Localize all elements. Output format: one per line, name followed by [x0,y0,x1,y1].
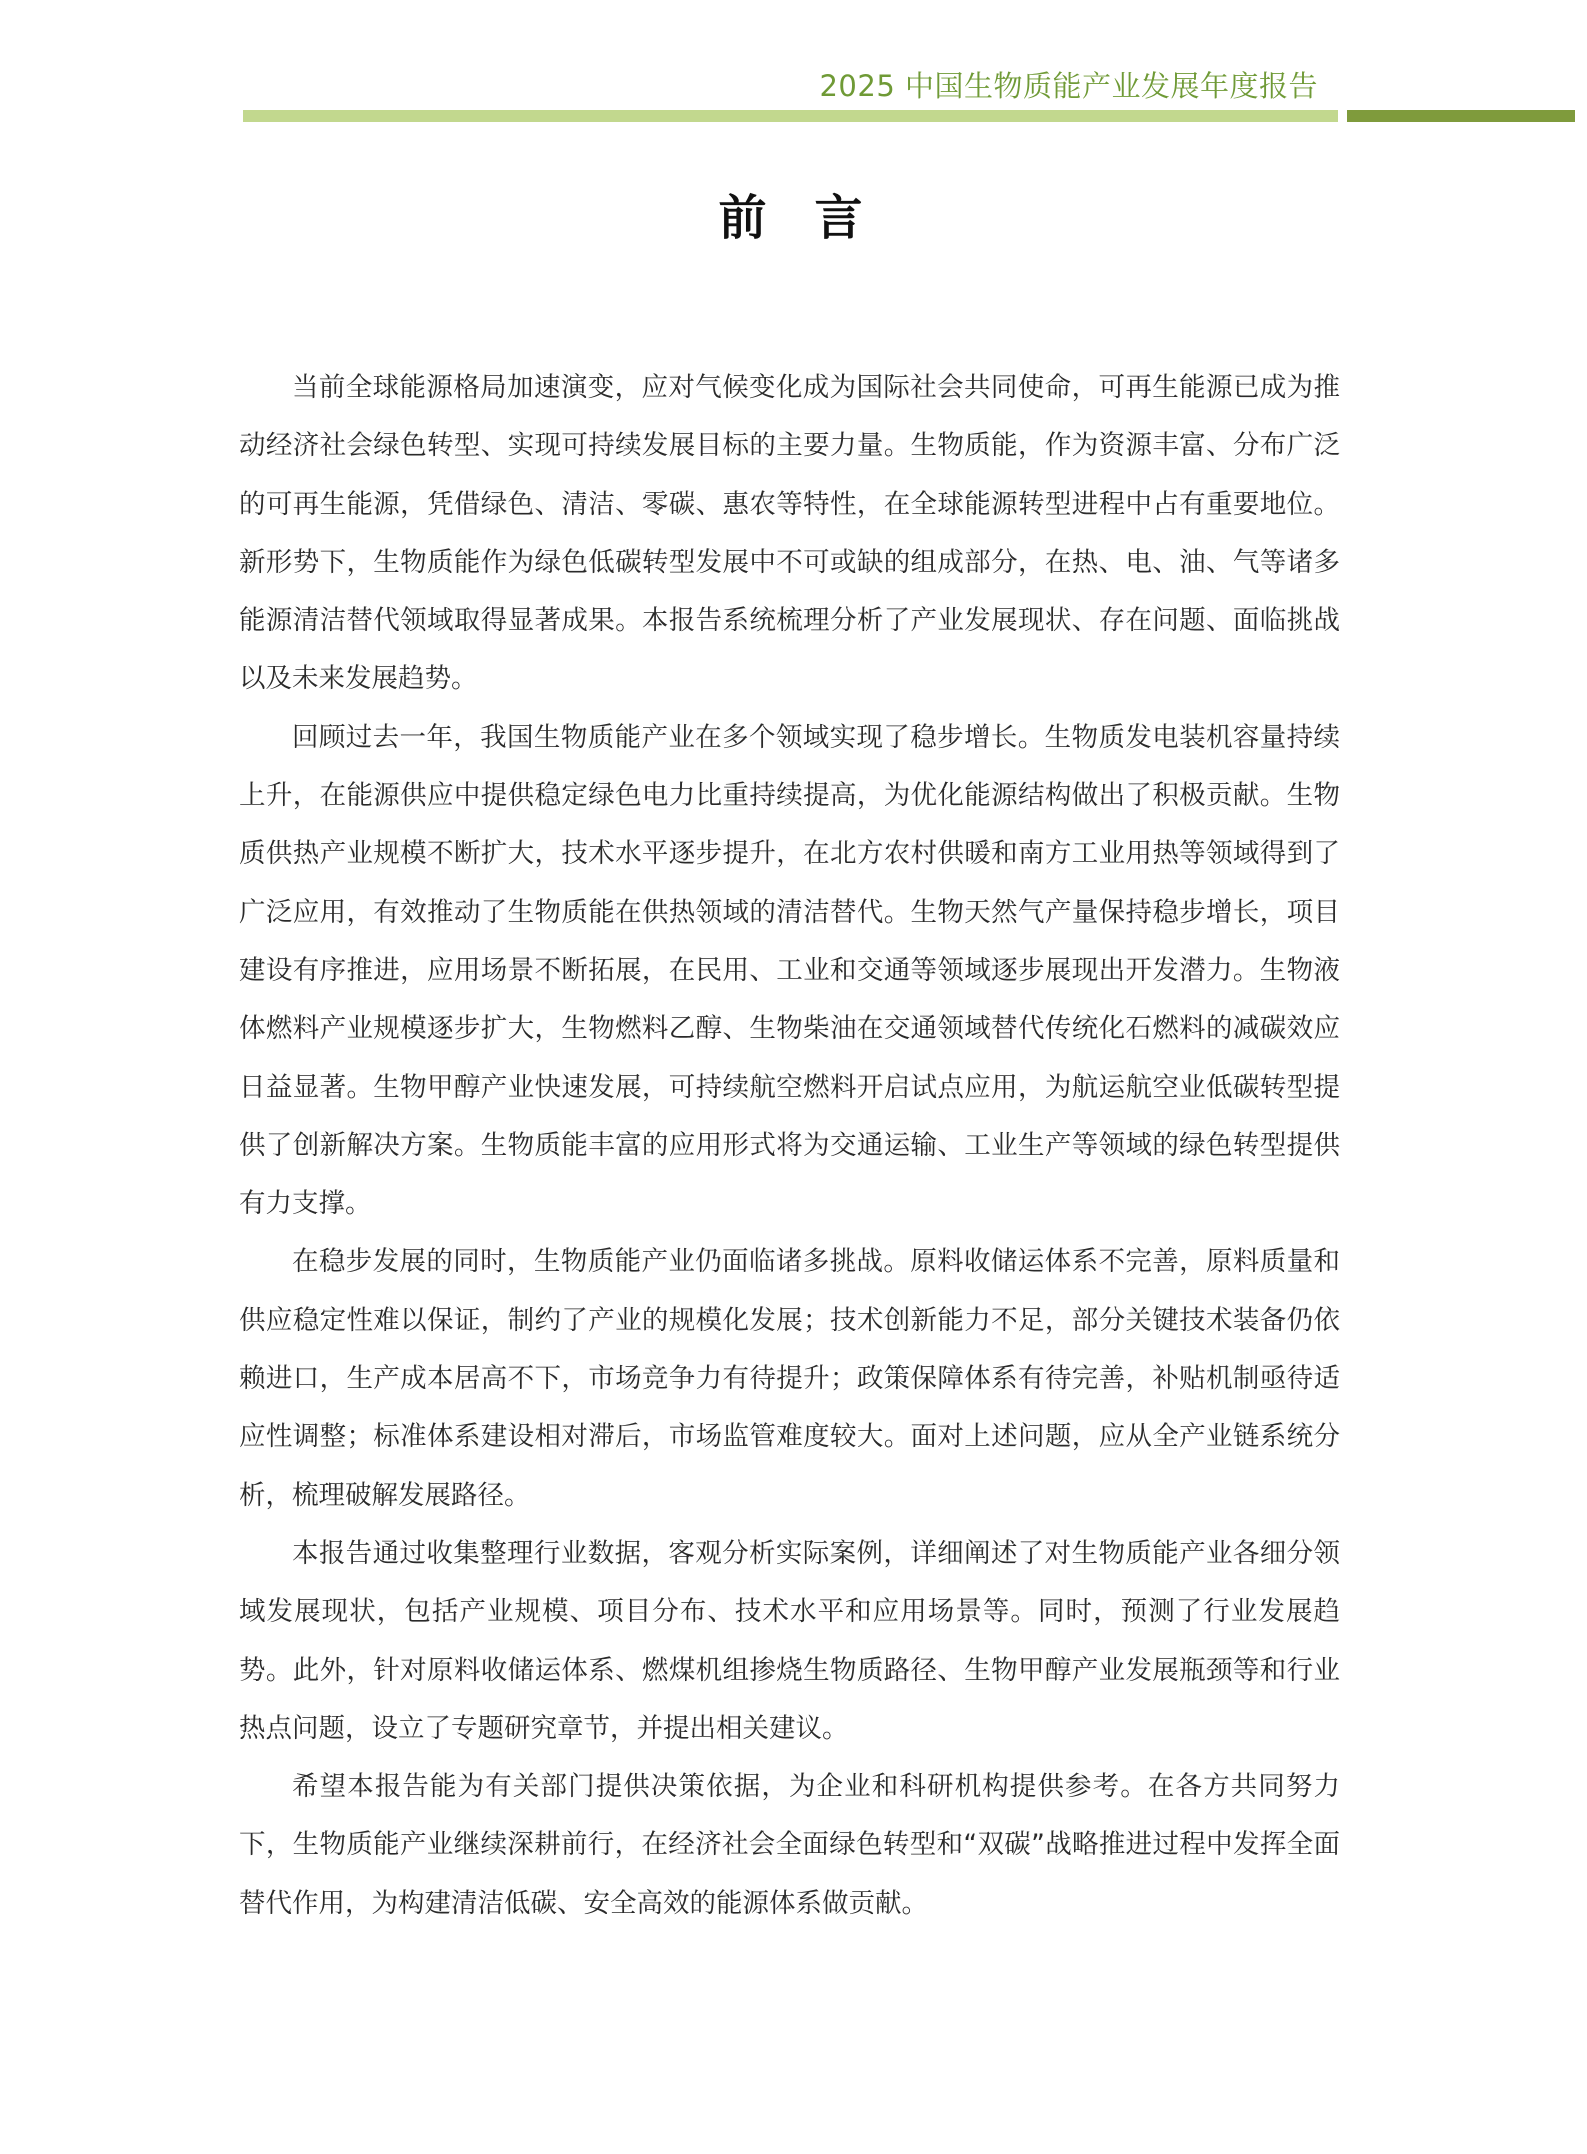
paragraph-1: 当前全球能源格局加速演变，应对气候变化成为国际社会共同使命，可再生能源已成为推动经济社会绿色转型、实现可持续发展目标的主要力量。生物质能，作为资源丰富、分布广泛的可再生能源，凭借绿色、清洁、零碳、惠农等特性，在全球能源转型进程中占有重要地位。新形势下，生物质能作为绿色低碳转型发展中不可或缺的组成部分，在热、电、油、气等诸多能源清洁替代领域取得显著成果。本报告系统梳理分析了产业发展现状、存在问题、面临挑战以及未来发展趋势。 [239,372,1340,695]
paragraph-4: 本报告通过收集整理行业数据，客观分析实际案例，详细阐述了对生物质能产业各细分领域发展现状，包括产业规模、项目分布、技术水平和应用场景等。同时，预测了行业发展趋势。此外，针对原料收储运体系、燃煤机组掺烧生物质路径、生物甲醇产业发展瓶颈等和行业热点问题，设立了专题研究章节，并提出相关建议。 [239,1537,1340,1744]
preface-body [239,359,1340,1933]
paragraph-5: 希望本报告能为有关部门提供决策依据，为企业和科研机构提供参考。在各方共同努力下，生物质能产业继续深耕前行，在经济社会全面绿色转型和“双碳”战略推进过程中发挥全面替代作用，为构建清洁低碳、安全高效的能源体系做贡献。 [239,1771,1340,1919]
page-title: 前言 [718,190,911,246]
header-rule-light [243,110,1338,122]
paragraph-3: 在稳步发展的同时，生物质能产业仍面临诸多挑战。原料收储运体系不完善，原料质量和供应稳定性难以保证，制约了产业的规模化发展；技术创新能力不足，部分关键技术装备仍依赖进口，生产成本居高不下，市场竞争力有待提升；政策保障体系有待完善，补贴机制亟待适应性调整；标准体系建设相对滞后，市场监管难度较大。面对上述问题，应从全产业链系统分析，梳理破解发展路径。 [239,1246,1340,1511]
report-header-title: 2025 中国生物质能产业发展年度报告 [819,69,1318,103]
header-rule-dark [1347,110,1575,122]
paragraph-2: 回顾过去一年，我国生物质能产业在多个领域实现了稳步增长。生物质发电装机容量持续上升，在能源供应中提供稳定绿色电力比重持续提高，为优化能源结构做出了积极贡献。生物质供热产业规模不断扩大，技术水平逐步提升，在北方农村供暖和南方工业用热等领域得到了广泛应用，有效推动了生物质能在供热领域的清洁替代。生物天然气产量保持稳步增长，项目建设有序推进，应用场景不断拓展，在民用、工业和交通等领域逐步展现出开发潜力。生物液体燃料产业规模逐步扩大，生物燃料乙醇、生物柴油在交通领域替代传统化石燃料的减碳效应日益显著。生物甲醇产业快速发展，可持续航空燃料开启试点应用，为航运航空业低碳转型提供了创新解决方案。生物质能丰富的应用形式将为交通运输、工业生产等领域的绿色转型提供有力支撑。 [239,721,1340,1220]
